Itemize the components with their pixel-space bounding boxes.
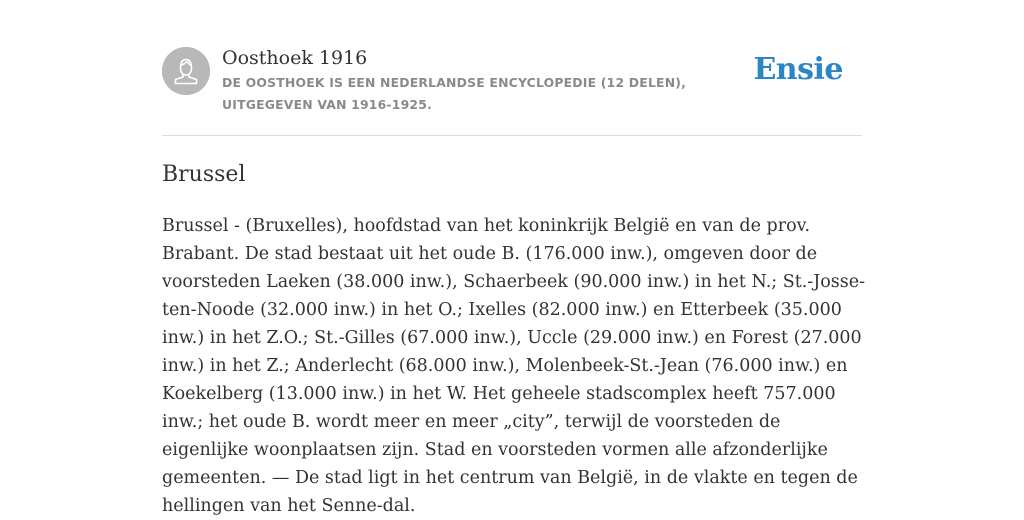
- ensie-logo[interactable]: Ensie: [753, 52, 843, 87]
- user-icon: [162, 47, 210, 95]
- source-name[interactable]: Oosthoek 1916: [222, 47, 368, 69]
- page-content: [162, 44, 865, 516]
- source-avatar[interactable]: [162, 47, 210, 95]
- source-description: DE OOSTHOEK IS EEN NEDERLANDSE ENCYCLOPEDIE (12 DELEN), UITGEGEVEN VAN 1916-1925.: [222, 75, 687, 112]
- article-body: Brussel - (Bruxelles), hoofdstad van het koninkrijk België en van de prov. Brabant. De stad bestaat uit het oude B. (176.000 inw.), omgeven door de voorsteden Laeken (38.000 inw.), Schaerbeek (90.000 inw.) in het N.; St.-Josse-ten-Noode (32.000 inw.) in het O.; Ixelles (82.000 inw.) en Etterbeek (35.000 inw.) in het Z.O.; St.-Gilles (67.000 inw.), Uccle (29.000 inw.) en Forest (27.000 inw.) in het Z.; Anderlecht (68.000 inw.), Molenbeek-St.-Jean (76.000 inw.) en Koekelberg (13.000 inw.) in het W. Het geheele stadscomplex heeft 757.000 inw.; het oude B. wordt meer en meer „city”, terwijl de voorsteden de eigenlijke woonplaatsen zijn. Stad en voorsteden vormen alle afzonderlijke gemeenten. — De stad ligt in het centrum van België, in de vlakte en tegen de hellingen van het Senne-dal.: [162, 216, 865, 516]
- source-header: [162, 44, 862, 136]
- article-title: Brussel: [162, 162, 246, 187]
